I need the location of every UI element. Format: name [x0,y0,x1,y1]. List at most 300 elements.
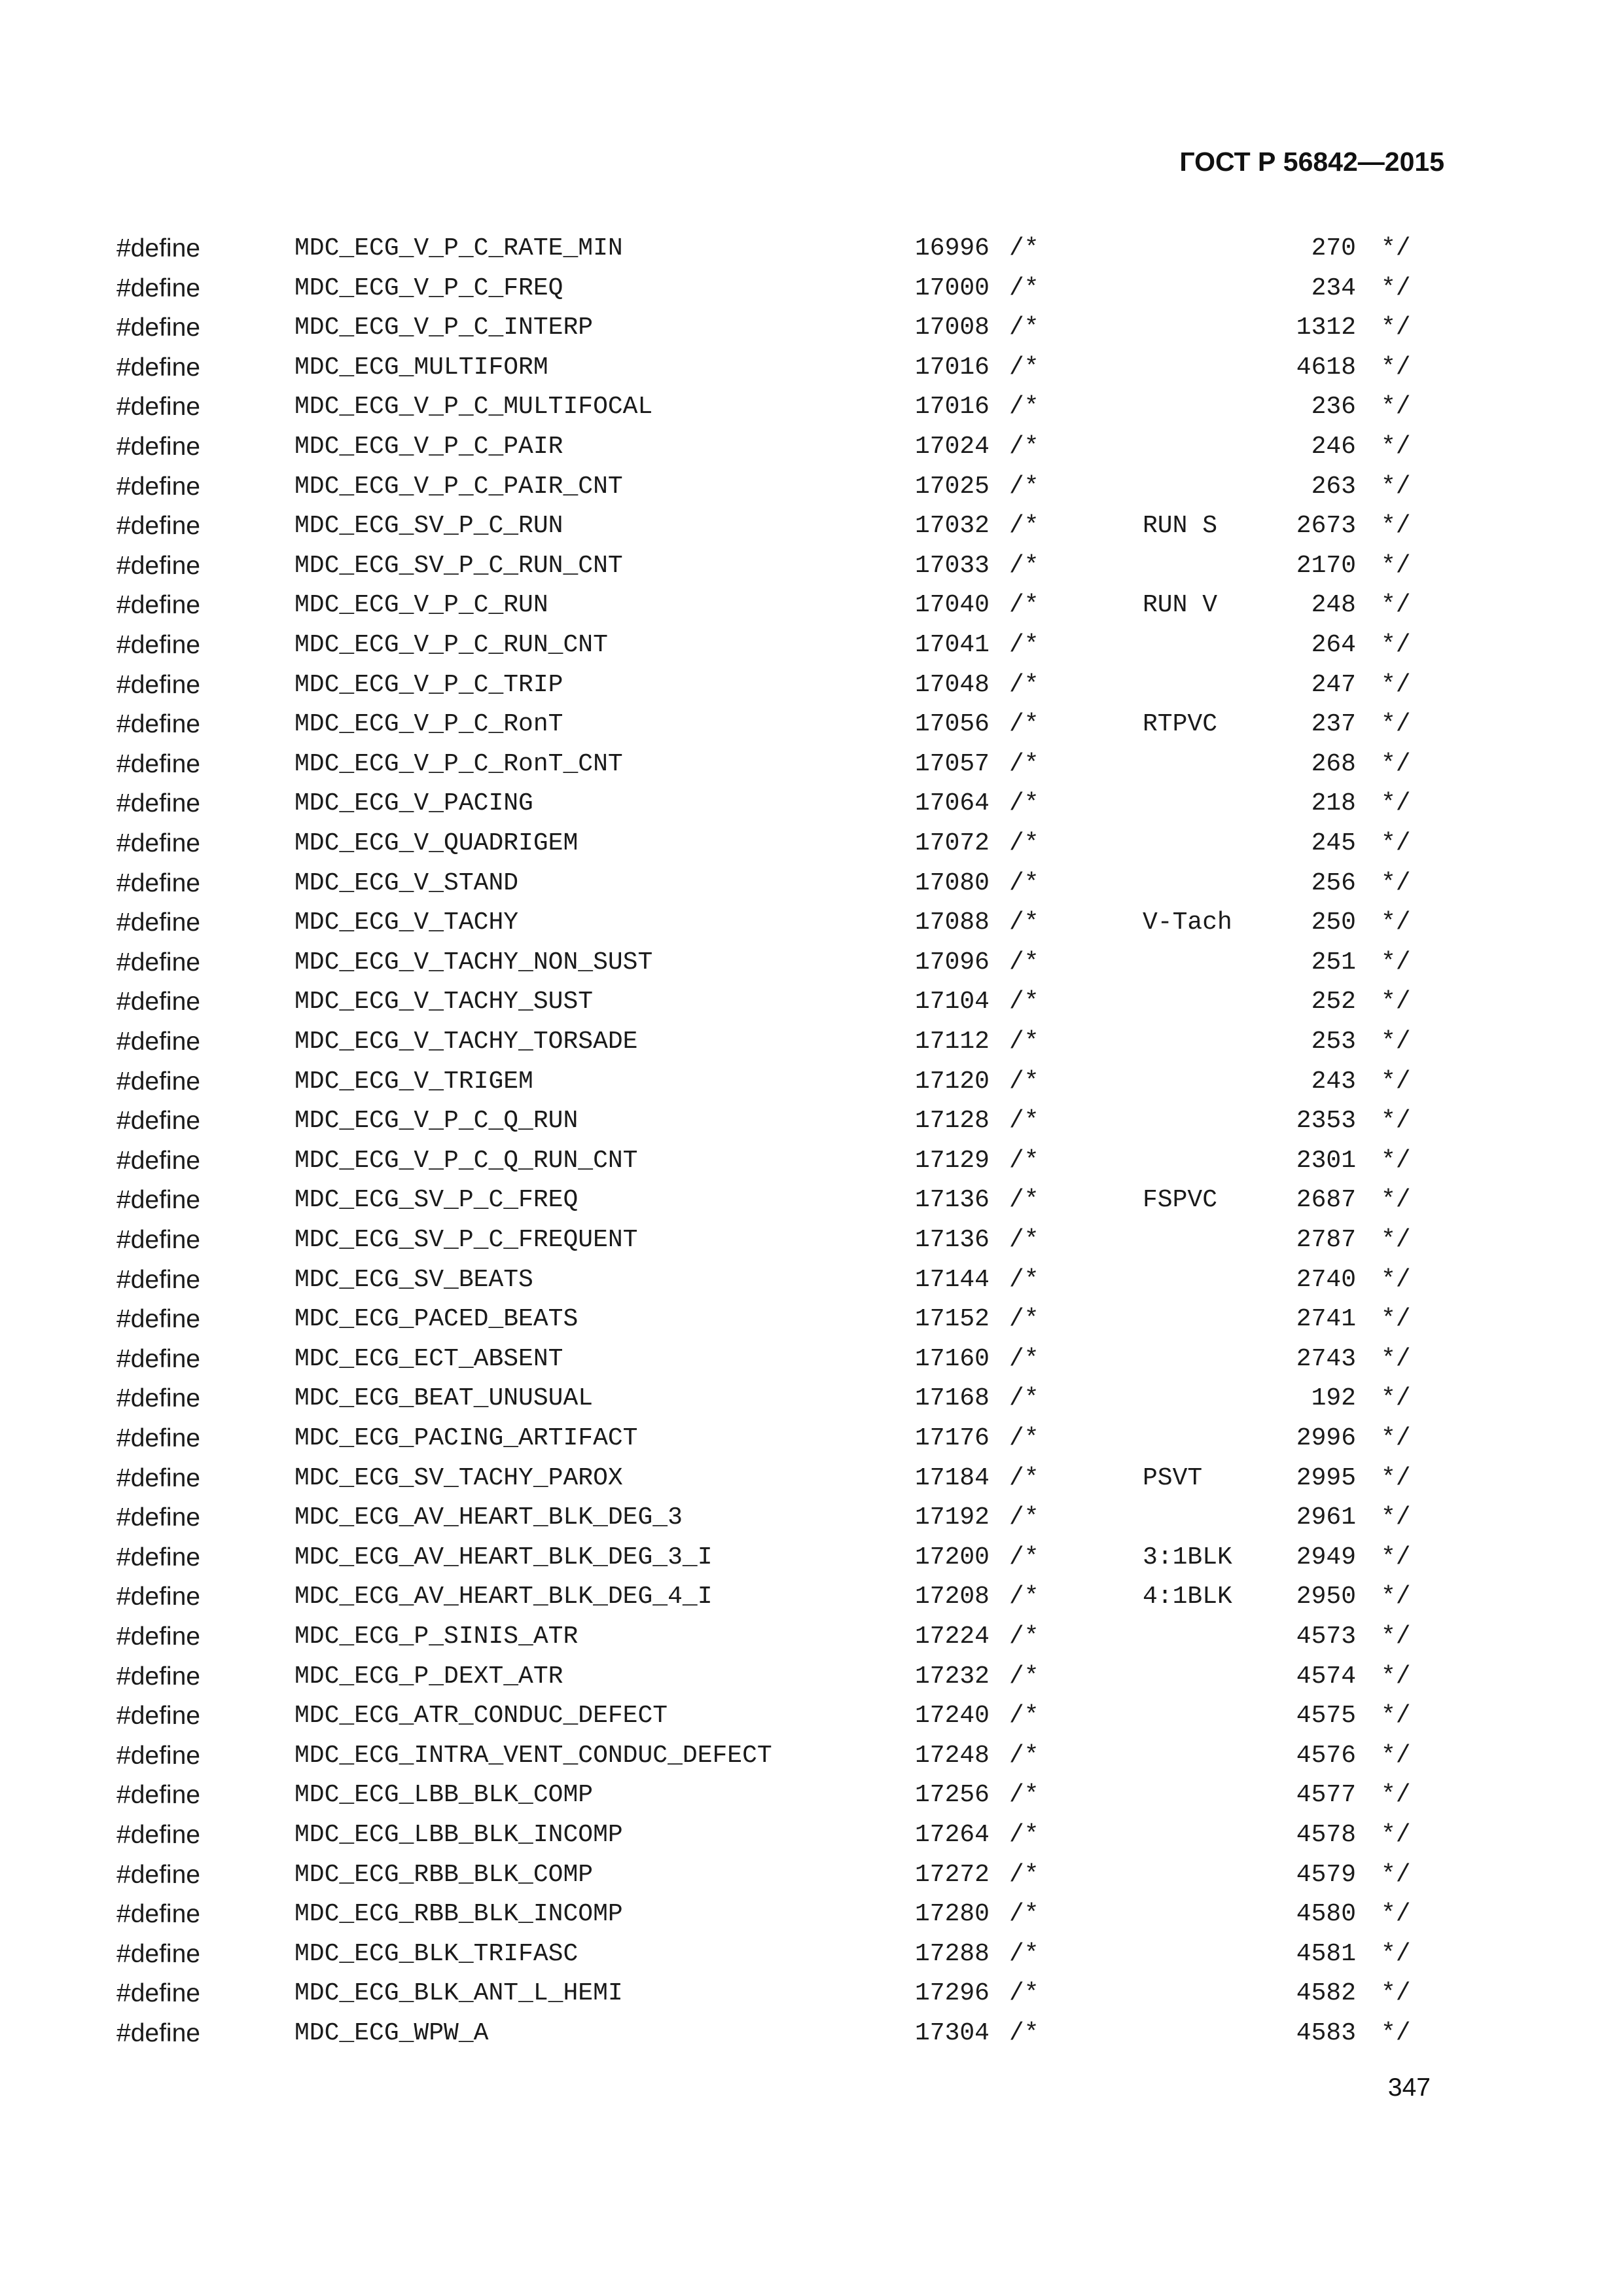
comment-close: */ [1381,1583,1411,1611]
define-name: MDC_ECG_V_P_C_RUN [294,591,548,620]
define-reference: 1312 [1296,314,1356,342]
define-name: MDC_ECG_V_P_C_TRIP [294,670,563,699]
comment-open: /* [1009,908,1039,937]
define-row [0,1181,1623,1220]
define-reference: 4579 [1296,1860,1356,1889]
define-reference: 4581 [1296,1939,1356,1968]
define-name: MDC_ECG_BLK_TRIFASC [294,1939,579,1968]
define-value: 17272 [914,1860,990,1889]
define-name: MDC_ECG_SV_P_C_FREQUENT [294,1226,638,1254]
define-keyword: #define [116,1265,200,1294]
define-keyword: #define [116,1384,200,1413]
define-row [0,1577,1623,1617]
comment-close: */ [1381,1384,1411,1413]
comment-open: /* [1009,1265,1039,1294]
comment-open: /* [1009,1067,1039,1096]
comment-open: /* [1009,1463,1039,1492]
define-keyword: #define [116,591,200,620]
comment-open: /* [1009,1662,1039,1691]
define-row [0,1776,1623,1815]
define-keyword: #define [116,1067,200,1096]
define-reference: 2741 [1296,1305,1356,1334]
define-value: 17224 [914,1623,990,1651]
define-value: 17288 [914,1939,990,1968]
comment-close: */ [1381,1067,1411,1096]
define-row [0,1816,1623,1855]
define-name: MDC_ECG_V_P_C_Q_RUN [294,1107,579,1136]
define-name: MDC_ECG_V_P_C_Q_RUN_CNT [294,1146,638,1175]
define-reference: 2787 [1296,1226,1356,1254]
comment-open: /* [1009,1543,1039,1571]
comment-close: */ [1381,353,1411,382]
define-reference: 263 [1311,472,1356,501]
comment-open: /* [1009,1384,1039,1413]
define-value: 17152 [914,1305,990,1334]
define-keyword: #define [116,234,200,262]
define-keyword: #define [116,908,200,937]
define-keyword: #define [116,1662,200,1691]
define-value: 17176 [914,1424,990,1452]
comment-close: */ [1381,1305,1411,1334]
comment-open: /* [1009,1623,1039,1651]
define-reference: 248 [1311,591,1356,620]
comment-close: */ [1381,1463,1411,1492]
comment-close: */ [1381,433,1411,461]
comment-close: */ [1381,1146,1411,1175]
define-reference: 2673 [1296,512,1356,541]
comment-close: */ [1381,1503,1411,1532]
define-keyword: #define [116,1979,200,2008]
comment-close: */ [1381,274,1411,302]
comment-open: /* [1009,1781,1039,1810]
define-reference: 252 [1311,988,1356,1016]
define-value: 17192 [914,1503,990,1532]
define-keyword: #define [116,1741,200,1770]
define-keyword: #define [116,1623,200,1651]
comment-open: /* [1009,274,1039,302]
comment-close: */ [1381,1821,1411,1849]
define-value: 17008 [914,314,990,342]
define-name: MDC_ECG_V_TRIGEM [294,1067,533,1096]
define-row [0,1102,1623,1141]
define-row [0,745,1623,784]
define-abbreviation: 4:1BLK [1143,1583,1232,1611]
define-name: MDC_ECG_V_P_C_RATE_MIN [294,234,623,262]
comment-close: */ [1381,1979,1411,2008]
define-row [0,586,1623,625]
comment-close: */ [1381,551,1411,580]
comment-open: /* [1009,670,1039,699]
comment-close: */ [1381,1702,1411,1731]
define-value: 17048 [914,670,990,699]
define-row [0,1657,1623,1696]
define-reference: 2950 [1296,1583,1356,1611]
define-row [0,1696,1623,1736]
comment-close: */ [1381,789,1411,818]
define-name: MDC_ECG_SV_P_C_RUN [294,512,563,541]
define-value: 17080 [914,869,990,897]
comment-close: */ [1381,1741,1411,1770]
comment-open: /* [1009,749,1039,778]
comment-open: /* [1009,393,1039,422]
comment-open: /* [1009,710,1039,739]
comment-open: /* [1009,433,1039,461]
comment-open: /* [1009,948,1039,977]
define-keyword: #define [116,551,200,580]
comment-close: */ [1381,670,1411,699]
define-name: MDC_ECG_SV_P_C_RUN_CNT [294,551,623,580]
define-name: MDC_ECG_V_TACHY [294,908,519,937]
comment-close: */ [1381,908,1411,937]
comment-open: /* [1009,1900,1039,1929]
define-keyword: #define [116,1226,200,1254]
define-value: 17168 [914,1384,990,1413]
define-value: 17016 [914,393,990,422]
define-row [0,547,1623,586]
define-reference: 2743 [1296,1344,1356,1373]
define-row [0,1856,1623,1895]
define-reference: 256 [1311,869,1356,897]
define-row [0,903,1623,942]
comment-close: */ [1381,1107,1411,1136]
define-row [0,1300,1623,1339]
comment-close: */ [1381,591,1411,620]
comment-open: /* [1009,988,1039,1016]
define-row [0,1895,1623,1934]
define-keyword: #define [116,1900,200,1929]
define-abbreviation: FSPVC [1143,1186,1218,1215]
comment-close: */ [1381,1900,1411,1929]
define-name: MDC_ECG_LBB_BLK_INCOMP [294,1821,623,1849]
define-value: 17072 [914,829,990,857]
define-name: MDC_ECG_BEAT_UNUSUAL [294,1384,594,1413]
comment-close: */ [1381,1424,1411,1452]
define-row [0,467,1623,507]
define-keyword: #define [116,948,200,977]
define-reference: 4582 [1296,1979,1356,2008]
comment-close: */ [1381,1781,1411,1810]
define-value: 17120 [914,1067,990,1096]
define-row [0,507,1623,546]
define-name: MDC_ECG_SV_P_C_FREQ [294,1186,579,1215]
comment-open: /* [1009,353,1039,382]
define-keyword: #define [116,353,200,382]
define-reference: 192 [1311,1384,1356,1413]
page-header-title: ГОСТ Р 56842—2015 [1179,147,1444,177]
comment-open: /* [1009,2019,1039,2047]
define-reference: 2740 [1296,1265,1356,1294]
comment-open: /* [1009,1503,1039,1532]
define-name: MDC_ECG_V_TACHY_SUST [294,988,594,1016]
define-value: 17136 [914,1186,990,1215]
define-abbreviation: PSVT [1143,1463,1203,1492]
comment-close: */ [1381,1939,1411,1968]
define-row [0,1617,1623,1657]
comment-close: */ [1381,948,1411,977]
define-name: MDC_ECG_AV_HEART_BLK_DEG_3_I [294,1543,713,1571]
define-row [0,1498,1623,1537]
define-reference: 247 [1311,670,1356,699]
define-value: 17232 [914,1662,990,1691]
define-reference: 243 [1311,1067,1356,1096]
define-value: 17296 [914,1979,990,2008]
define-value: 17304 [914,2019,990,2047]
comment-open: /* [1009,1226,1039,1254]
define-reference: 4580 [1296,1900,1356,1929]
define-row [0,1379,1623,1418]
define-value: 17032 [914,512,990,541]
define-reference: 237 [1311,710,1356,739]
define-value: 17200 [914,1543,990,1571]
define-reference: 2170 [1296,551,1356,580]
comment-open: /* [1009,1344,1039,1373]
comment-open: /* [1009,1583,1039,1611]
define-abbreviation: V-Tach [1143,908,1232,937]
comment-close: */ [1381,512,1411,541]
define-name: MDC_ECG_PACED_BEATS [294,1305,579,1334]
define-value: 17016 [914,353,990,382]
define-name: MDC_ECG_LBB_BLK_COMP [294,1781,594,1810]
define-keyword: #define [116,472,200,501]
comment-open: /* [1009,551,1039,580]
comment-open: /* [1009,1028,1039,1056]
define-name: MDC_ECG_AV_HEART_BLK_DEG_4_I [294,1583,713,1611]
define-reference: 2961 [1296,1503,1356,1532]
define-name: MDC_ECG_V_TACHY_NON_SUST [294,948,653,977]
define-keyword: #define [116,274,200,302]
define-keyword: #define [116,433,200,461]
define-reference: 264 [1311,631,1356,659]
comment-close: */ [1381,829,1411,857]
comment-open: /* [1009,829,1039,857]
comment-open: /* [1009,1305,1039,1334]
define-reference: 2949 [1296,1543,1356,1571]
define-value: 17088 [914,908,990,937]
define-value: 17280 [914,1900,990,1929]
define-value: 17064 [914,789,990,818]
define-row [0,1261,1623,1300]
define-keyword: #define [116,2019,200,2047]
define-name: MDC_ECG_V_P_C_PAIR [294,433,563,461]
define-reference: 250 [1311,908,1356,937]
define-keyword: #define [116,1702,200,1731]
define-value: 17057 [914,749,990,778]
define-abbreviation: RUN S [1143,512,1218,541]
define-keyword: #define [116,1583,200,1611]
define-name: MDC_ECG_V_P_C_RUN_CNT [294,631,608,659]
define-value: 17056 [914,710,990,739]
define-row [0,308,1623,348]
define-name: MDC_ECG_WPW_A [294,2019,489,2047]
define-keyword: #define [116,789,200,818]
define-value: 17096 [914,948,990,977]
comment-close: */ [1381,1186,1411,1215]
define-row [0,705,1623,744]
define-reference: 218 [1311,789,1356,818]
define-keyword: #define [116,631,200,659]
define-row [0,1538,1623,1577]
define-keyword: #define [116,1503,200,1532]
define-value: 17041 [914,631,990,659]
define-name: MDC_ECG_INTRA_VENT_CONDUC_DEFECT [294,1741,772,1770]
define-name: MDC_ECG_AV_HEART_BLK_DEG_3 [294,1503,683,1532]
define-keyword: #define [116,393,200,422]
define-name: MDC_ECG_P_DEXT_ATR [294,1662,563,1691]
define-reference: 2353 [1296,1107,1356,1136]
define-name: MDC_ECG_P_SINIS_ATR [294,1623,579,1651]
define-value: 17128 [914,1107,990,1136]
define-reference: 270 [1311,234,1356,262]
define-keyword: #define [116,1344,200,1373]
define-reference: 253 [1311,1028,1356,1056]
define-reference: 4573 [1296,1623,1356,1651]
define-reference: 4583 [1296,2019,1356,2047]
define-reference: 2301 [1296,1146,1356,1175]
define-row [0,1935,1623,1974]
page-number: 347 [1387,2073,1431,2102]
define-value: 17025 [914,472,990,501]
define-value: 17129 [914,1146,990,1175]
define-reference: 2687 [1296,1186,1356,1215]
define-name: MDC_ECG_V_TACHY_TORSADE [294,1028,638,1056]
define-keyword: #define [116,710,200,739]
define-row [0,666,1623,705]
define-reference: 236 [1311,393,1356,422]
define-value: 17104 [914,988,990,1016]
comment-open: /* [1009,1939,1039,1968]
define-row [0,982,1623,1022]
define-reference: 2996 [1296,1424,1356,1452]
comment-close: */ [1381,2019,1411,2047]
comment-open: /* [1009,1186,1039,1215]
define-reference: 251 [1311,948,1356,977]
comment-open: /* [1009,869,1039,897]
define-keyword: #define [116,1781,200,1810]
define-keyword: #define [116,869,200,897]
define-reference: 234 [1311,274,1356,302]
comment-open: /* [1009,314,1039,342]
define-keyword: #define [116,314,200,342]
define-value: 17264 [914,1821,990,1849]
define-value: 17240 [914,1702,990,1731]
define-name: MDC_ECG_SV_TACHY_PAROX [294,1463,623,1492]
comment-open: /* [1009,631,1039,659]
comment-open: /* [1009,1146,1039,1175]
define-keyword: #define [116,1821,200,1849]
define-name: MDC_ECG_V_PACING [294,789,533,818]
define-name: MDC_ECG_BLK_ANT_L_HEMI [294,1979,623,2008]
define-value: 17248 [914,1741,990,1770]
define-reference: 268 [1311,749,1356,778]
comment-close: */ [1381,749,1411,778]
define-keyword: #define [116,749,200,778]
define-name: MDC_ECG_V_P_C_RonT_CNT [294,749,623,778]
define-row [0,1062,1623,1102]
define-name: MDC_ECG_V_STAND [294,869,519,897]
comment-close: */ [1381,1543,1411,1571]
define-row [0,824,1623,863]
comment-close: */ [1381,1662,1411,1691]
define-reference: 2995 [1296,1463,1356,1492]
define-keyword: #define [116,1860,200,1889]
define-value: 17208 [914,1583,990,1611]
define-name: MDC_ECG_V_P_C_FREQ [294,274,563,302]
define-row [0,1141,1623,1181]
define-row [0,943,1623,982]
comment-open: /* [1009,512,1039,541]
define-row [0,269,1623,308]
comment-close: */ [1381,869,1411,897]
comment-close: */ [1381,1226,1411,1254]
define-value: 17160 [914,1344,990,1373]
comment-close: */ [1381,393,1411,422]
comment-open: /* [1009,1702,1039,1731]
define-value: 17112 [914,1028,990,1056]
define-value: 17000 [914,274,990,302]
comment-open: /* [1009,1741,1039,1770]
define-keyword: #define [116,1543,200,1571]
define-name: MDC_ECG_V_P_C_PAIR_CNT [294,472,623,501]
define-reference: 4577 [1296,1781,1356,1810]
define-reference: 4575 [1296,1702,1356,1731]
comment-close: */ [1381,1860,1411,1889]
define-name: MDC_ECG_MULTIFORM [294,353,548,382]
define-value: 17184 [914,1463,990,1492]
define-keyword: #define [116,988,200,1016]
comment-close: */ [1381,710,1411,739]
define-row [0,1459,1623,1498]
define-keyword: #define [116,1463,200,1492]
comment-open: /* [1009,591,1039,620]
define-keyword: #define [116,512,200,541]
define-row [0,348,1623,387]
define-row [0,626,1623,665]
define-row [0,229,1623,268]
comment-open: /* [1009,234,1039,262]
define-row [0,387,1623,427]
define-reference: 4574 [1296,1662,1356,1691]
define-reference: 4578 [1296,1821,1356,1849]
define-keyword: #define [116,1424,200,1452]
define-value: 17144 [914,1265,990,1294]
define-reference: 4618 [1296,353,1356,382]
comment-close: */ [1381,1623,1411,1651]
define-row [0,784,1623,823]
define-value: 17256 [914,1781,990,1810]
define-name: MDC_ECG_V_P_C_INTERP [294,314,594,342]
comment-open: /* [1009,1424,1039,1452]
define-name: MDC_ECG_ECT_ABSENT [294,1344,563,1373]
comment-close: */ [1381,1344,1411,1373]
comment-close: */ [1381,314,1411,342]
comment-open: /* [1009,789,1039,818]
define-keyword: #define [116,1939,200,1968]
define-name: MDC_ECG_SV_BEATS [294,1265,533,1294]
define-value: 17033 [914,551,990,580]
define-name: MDC_ECG_RBB_BLK_INCOMP [294,1900,623,1929]
comment-close: */ [1381,472,1411,501]
comment-open: /* [1009,1860,1039,1889]
define-value: 17136 [914,1226,990,1254]
comment-close: */ [1381,631,1411,659]
define-row [0,1736,1623,1776]
define-name: MDC_ECG_RBB_BLK_COMP [294,1860,594,1889]
define-keyword: #define [116,1146,200,1175]
comment-close: */ [1381,1265,1411,1294]
comment-close: */ [1381,988,1411,1016]
comment-open: /* [1009,1821,1039,1849]
define-keyword: #define [116,829,200,857]
